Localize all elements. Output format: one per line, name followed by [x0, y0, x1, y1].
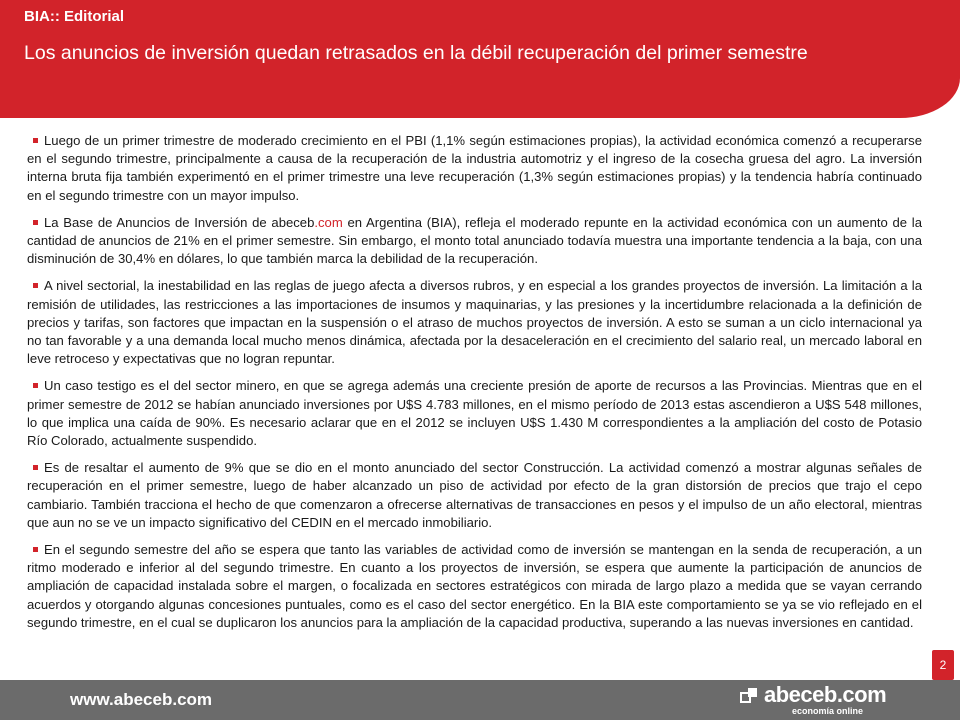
paragraph-text: A nivel sectorial, la inestabilidad en las reglas de juego afecta a diversos rubros, y en especial a los grandes proyectos de inversión. La limitación a la remisión de utilidades, las restricciones a las importaciones de insumos y maquinarias, y las presiones y la incertidumbre relacionada a la definición de precios y tarifas, son factores que impactan en la suspensión o el atraso de muchos proyectos de inversión. A esto se suman a un ciclo internacional ya no tan favorable y a una demanda local mucho menos dinámica, afectada por la desaceleración en el crecimiento del salario real, un mercado laboral en leve retroceso y expectativas que no logran repuntar. — [27, 278, 922, 367]
paragraph-text: Es de resaltar el aumento de 9% que se dio en el monto anunciado del sector Construcción. La actividad comenzó a mostrar algunas señales de recuperación en el primer semestre, luego de haber alcanzado un piso de actividad por efecto de la gran distorsión de precios que trajo el cepo cambiario. También tracciona el hecho de que comenzaron a ofrecerse alternativas de transacciones en pesos y el impulso de un año electoral, mientras que aun no se ve un impacto significativo del CEDIN en el mercado inmobiliario. — [27, 460, 922, 530]
paragraph — [27, 541, 922, 632]
paragraph — [27, 459, 922, 532]
logo-name: abeceb.com — [764, 682, 887, 707]
paragraph-text: La Base de Anuncios de Inversión de abeceb — [44, 214, 315, 230]
paragraph — [27, 132, 922, 205]
square-bullet-icon — [33, 383, 38, 388]
paragraph-text: en Argentina (BIA), refleja el moderado repunte en la actividad económica con un aumento de la cantidad de anuncios de 21% en el primer semestre. Sin embargo, el monto total anunciado todavía muestra una importante tendencia a la baja, con una disminución de 30,4% en dólares, lo que también marca la debilidad de la recuperación. — [27, 214, 922, 267]
page-title: Los anuncios de inversión quedan retrasados en la débil recuperación del primer semestre — [24, 42, 808, 64]
square-bullet-icon — [33, 138, 38, 143]
paragraph — [27, 377, 922, 450]
abeceb-logo-icon — [740, 688, 758, 706]
square-bullet-icon — [33, 220, 38, 225]
abeceb-link[interactable]: .com — [314, 214, 343, 230]
footer-bar — [0, 680, 960, 720]
page-number: 2 — [932, 650, 954, 680]
square-bullet-icon — [33, 465, 38, 470]
logo-tagline: economía online — [792, 706, 864, 716]
logo-text — [764, 684, 886, 716]
header-banner — [0, 0, 960, 118]
paragraph-text: Luego de un primer trimestre de moderado crecimiento en el PBI (1,1% según estimaciones propias), la actividad económica comenzó a recuperarse en el segundo trimestre, principalmente a causa de la recuperación de la industria automotriz y el ingreso de la cosecha gruesa del agro. La inversión interna bruta fija también experimentó en el primer trimestre una leve recuperación (1,3% según estimaciones propias) y la tendencia habría continuado en el segundo trimestre con un mayor impulso. — [27, 133, 922, 203]
paragraph-text: Un caso testigo es el del sector minero, en que se agrega además una creciente presión de aporte de recursos a las Provincias. Mientras que en el primer semestre de 2012 se habían anunciado inversiones por U$S 4.783 millones, en el mismo período de 2013 estas ascendieron a U$S 548 millones, lo que implica una caída de 90%. Es necesario aclarar que en el 2012 se incluyen U$S 1.430 M correspondientes a la ampliación del costo de Potasio Río Colorado, actualmente suspendido. — [27, 378, 922, 449]
square-bullet-icon — [33, 283, 38, 288]
square-bullet-icon — [33, 547, 38, 552]
paragraph — [27, 277, 922, 368]
section-label: BIA:: Editorial — [24, 8, 124, 25]
editorial-body — [27, 132, 922, 641]
logo-square-filled — [748, 688, 757, 697]
footer-url[interactable]: www.abeceb.com — [70, 690, 213, 709]
abeceb-logo — [740, 684, 886, 716]
paragraph — [27, 214, 922, 269]
paragraph-text: En el segundo semestre del año se espera que tanto las variables de actividad como de inversión se mantengan en la senda de recuperación, a un ritmo moderado e inferior al del segundo trimestre. En cuanto a los proyectos de inversión, se espera que aumente la participación de anuncios de ampliación de capacidad instalada sobre el margen, o focalizada en sectores estratégicos con mirada de largo plazo a medida que se vayan cerrando acuerdos y otorgando algunas concesiones puntuales, como es el caso del sector energético. En la BIA este comportamiento se ya se vio reflejado en el segundo trimestre, en el cual se duplicaron los anuncios para la ampliación de la capacidad productiva, superando a las nuevas inversiones en cantidad. — [27, 542, 922, 630]
